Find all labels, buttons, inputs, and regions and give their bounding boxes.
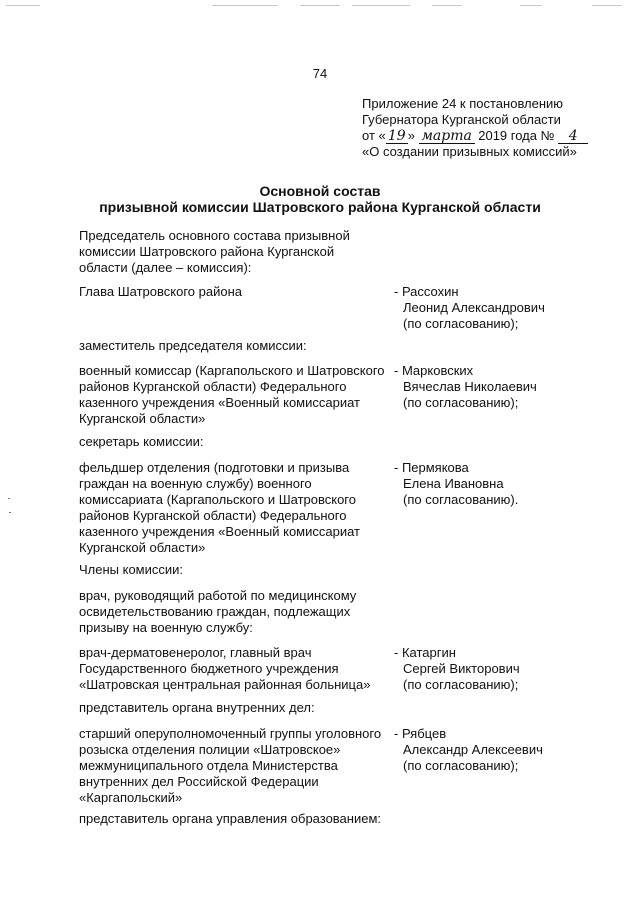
appendix-date-line [362,128,588,144]
appendix-line-4: «О создании призывных комиссий» [362,144,577,159]
role-description: старший оперуполномоченный группы уголовного розыска отделения полиции «Шатровское» межмуниципального отдела Министерства внутренних дел Российской Федерации «Каргапольский» [79,726,382,805]
role-description: Председатель основного состава призывной комиссии Шатровского района Курганской области (далее – комиссия): [79,228,350,275]
role-description: врач-дерматовенеролог, главный врач Государственного бюджетного учреждения «Шатровская центральная районная больница» [79,645,371,692]
role-description: фельдшер отделения (подготовки и призыва граждан на военную службу) военного комиссариата (Каргапольского и Шатровского районов Курганской области) Федерального казенного учреждения «Военный комиссариат Курганской области» [79,460,360,555]
date-prefix: от « [362,128,386,143]
handwritten-day: 19 [386,129,408,144]
member-name: - Рябцев Александр Алексеевич (по согласованию); [394,726,543,773]
document-title-line-1: Основной состав [259,183,381,199]
role-heading: секретарь комиссии: [79,434,204,449]
member-name: - Пермякова Елена Ивановна (по согласованию). [394,460,519,507]
appendix-line-1: Приложение 24 к постановлению [362,96,564,111]
role-description: Глава Шатровского района [79,284,242,299]
handwritten-number: 4 [558,129,588,144]
role-heading: представитель органа управления образованием: [79,811,382,826]
role-heading: представитель органа внутренних дел: [79,700,315,715]
handwritten-month: марта [419,129,475,144]
member-name: - Катаргин Сергей Викторович (по согласованию); [394,645,520,692]
role-description: военный комиссар (Каргапольского и Шатровского районов Курганской области) Федерального казенного учреждения «Военный комиссариат Курганской области» [79,363,385,426]
role-description: врач, руководящий работой по медицинскому освидетельствованию граждан, подлежащих призыву на военную службу: [79,588,357,635]
date-mid: » [407,128,415,143]
appendix-header [362,96,588,160]
scan-speck [9,512,11,513]
appendix-line-2: Губернатора Курганской области [362,112,561,127]
page-number: 74 [312,66,328,81]
role-heading: Члены комиссии: [79,562,184,577]
document-title-line-2: призывной комиссии Шатровского района Курганской области [99,199,541,215]
scan-speck [8,498,10,499]
scan-edge-artifacts [0,0,640,10]
role-heading: заместитель председателя комиссии: [79,338,307,353]
date-year: 2019 года № [478,128,555,143]
member-name: - Марковских Вячеслав Николаевич (по согласованию); [394,363,537,410]
member-name: - Рассохин Леонид Александрович (по согласованию); [394,284,545,331]
